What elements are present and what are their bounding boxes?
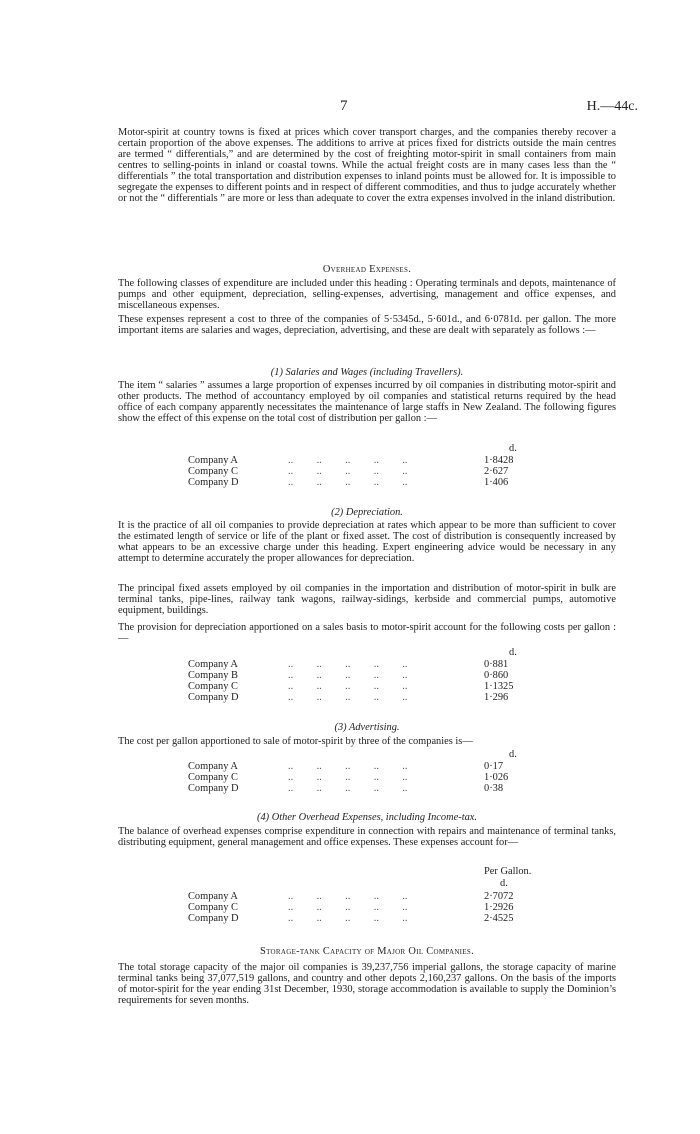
leader-dots: .. .. .. .. .. — [288, 659, 408, 670]
company-name: Company A — [188, 761, 238, 772]
leader-dots: .. .. .. .. .. — [288, 902, 408, 913]
table-row — [188, 692, 524, 703]
company-name: Company C — [188, 466, 238, 477]
leader-dots: .. .. .. .. .. — [288, 670, 408, 681]
leader-dots: .. .. .. .. .. — [288, 477, 408, 488]
cell-value: 2·627 — [484, 466, 509, 477]
company-name: Company C — [188, 681, 238, 692]
table-row — [188, 670, 524, 681]
salaries-paragraph: The item “ salaries ” assumes a large proportion of expenses incurred by oil companies in distributing motor-spirit and other products. The method of accountancy employed by oil companies and statistical returns required by the head office of each company apparently necessitates the maintenance of large staffs in New Zealand. The following figures show the effect of this expense on the total cost of distribution per gallon :— — [118, 380, 616, 424]
table-row — [188, 913, 524, 924]
company-name: Company A — [188, 455, 238, 466]
document-reference: H.—44c. — [586, 99, 638, 114]
depreciation-paragraph-2: The principal fixed assets employed by oil companies in the importation and distribution of motor-spirit in bulk are terminal tanks, pipe-lines, railway tank wagons, railway-sidings, kerbside and commercial pumps, automotive equipment, buildings. — [118, 583, 616, 616]
table-row — [188, 477, 524, 488]
table-row — [188, 772, 524, 783]
intro-paragraph: Motor-spirit at country towns is fixed at prices which cover transport charges, and the companies thereby recover a certain proportion of the above expenses. The additions to arrive at prices fixed for districts outside the main centres are termed “ differentials,” and are determined by the cost of freighting motor-spirit in small containers from main centres to selling-points in inland or coastal towns. While the actual freight costs are in many cases less than the “ differentials ” the total transportation and distribution expenses to inland points must be allowed for. It is impossible to segregate the expenses to different points and in respect of different commodities, and thus to judge accurately whether or not the “ differentials ” are more or less than adequate to cover the extra expenses involved in the inland distribution. — [118, 127, 616, 204]
company-name: Company D — [188, 477, 239, 488]
company-name: Company A — [188, 659, 238, 670]
company-name: Company D — [188, 692, 239, 703]
overhead-paragraph-1: The following classes of expenditure are included under this heading : Operating terminals and depots, maintenance of pumps and other equipment, depreciation, selling-expenses, advertising, management and office expenses, and miscellaneous expenses. — [118, 278, 616, 311]
salaries-unit: d. — [509, 443, 517, 454]
table-row — [188, 466, 524, 477]
table-row — [188, 783, 524, 794]
company-name: Company D — [188, 913, 239, 924]
company-name: Company B — [188, 670, 238, 681]
other-heading: (4) Other Overhead Expenses, including Income-tax. — [257, 812, 477, 823]
salaries-table — [188, 455, 524, 488]
leader-dots: .. .. .. .. .. — [288, 783, 408, 794]
table-row — [188, 891, 524, 902]
company-name: Company C — [188, 902, 238, 913]
depreciation-paragraph-1: It is the practice of all oil companies to provide depreciation at rates which appear to be more than sufficient to cover the estimated length of service or life of the plant or fixed asset. The cost of distribution is consequently increased by what appears to be an excessive charge under this heading. Expert engineering advice would be necessary in any attempt to determine accurately the proper allowances for depreciation. — [118, 520, 616, 564]
depreciation-heading: (2) Depreciation. — [331, 507, 403, 518]
advertising-unit: d. — [509, 749, 517, 760]
depreciation-table — [188, 659, 524, 703]
table-row — [188, 761, 524, 772]
page-number: 7 — [340, 98, 348, 114]
cell-value: 1·1325 — [484, 681, 514, 692]
overhead-paragraph-2: These expenses represent a cost to three of the companies of 5·5345d., 5·601d., and 6·0781d. per gallon. The more important items are salaries and wages, depreciation, advertising, and these are dealt with separately as follows :— — [118, 314, 616, 336]
leader-dots: .. .. .. .. .. — [288, 692, 408, 703]
salaries-heading: (1) Salaries and Wages (including Travellers). — [270, 367, 464, 378]
leader-dots: .. .. .. .. .. — [288, 913, 408, 924]
depreciation-unit: d. — [509, 647, 517, 658]
cell-value: 1·406 — [484, 477, 509, 488]
advertising-table — [188, 761, 524, 794]
cell-value: 2·4525 — [484, 913, 514, 924]
other-table — [188, 891, 524, 924]
leader-dots: .. .. .. .. .. — [288, 681, 408, 692]
cell-value: 2·7072 — [484, 891, 514, 902]
cell-value: 1·2926 — [484, 902, 514, 913]
advertising-heading: (3) Advertising. — [334, 722, 400, 733]
cell-value: 0·17 — [484, 761, 504, 772]
advertising-paragraph: The cost per gallon apportioned to sale of motor-spirit by three of the companies is— — [118, 736, 473, 747]
other-unit-label: Per Gallon. — [484, 866, 532, 877]
leader-dots: .. .. .. .. .. — [288, 772, 408, 783]
table-row — [188, 681, 524, 692]
company-name: Company C — [188, 772, 238, 783]
cell-value: 1·026 — [484, 772, 509, 783]
overhead-heading: Overhead Expenses. — [322, 264, 412, 275]
leader-dots: .. .. .. .. .. — [288, 761, 408, 772]
leader-dots: .. .. .. .. .. — [288, 891, 408, 902]
storage-heading: Storage-tank Capacity of Major Oil Companies. — [260, 946, 474, 957]
cell-value: 1·296 — [484, 692, 509, 703]
leader-dots: .. .. .. .. .. — [288, 466, 408, 477]
leader-dots: .. .. .. .. .. — [288, 455, 408, 466]
table-row — [188, 659, 524, 670]
storage-paragraph: The total storage capacity of the major oil companies is 39,237,756 imperial gallons, the storage capacity of marine terminal tanks being 37,077,519 gallons, and country and other depots 2,160,237 gallons. On the basis of the imports of motor-spirit for the year ending 31st December, 1930, storage accommodation is available to supply the Dominion’s requirements for seven months. — [118, 962, 616, 1006]
table-row — [188, 455, 524, 466]
cell-value: 1·8428 — [484, 455, 514, 466]
other-paragraph: The balance of overhead expenses comprise expenditure in connection with repairs and maintenance of terminal tanks, distributing equipment, general management and office expenses. These expenses account for— — [118, 826, 616, 848]
cell-value: 0·881 — [484, 659, 509, 670]
depreciation-paragraph-3: The provision for depreciation apportioned on a sales basis to motor-spirit account for the following costs per gallon :— — [118, 622, 616, 644]
cell-value: 0·860 — [484, 670, 509, 681]
company-name: Company A — [188, 891, 238, 902]
other-unit: d. — [500, 878, 508, 889]
cell-value: 0·38 — [484, 783, 504, 794]
company-name: Company D — [188, 783, 239, 794]
table-row — [188, 902, 524, 913]
